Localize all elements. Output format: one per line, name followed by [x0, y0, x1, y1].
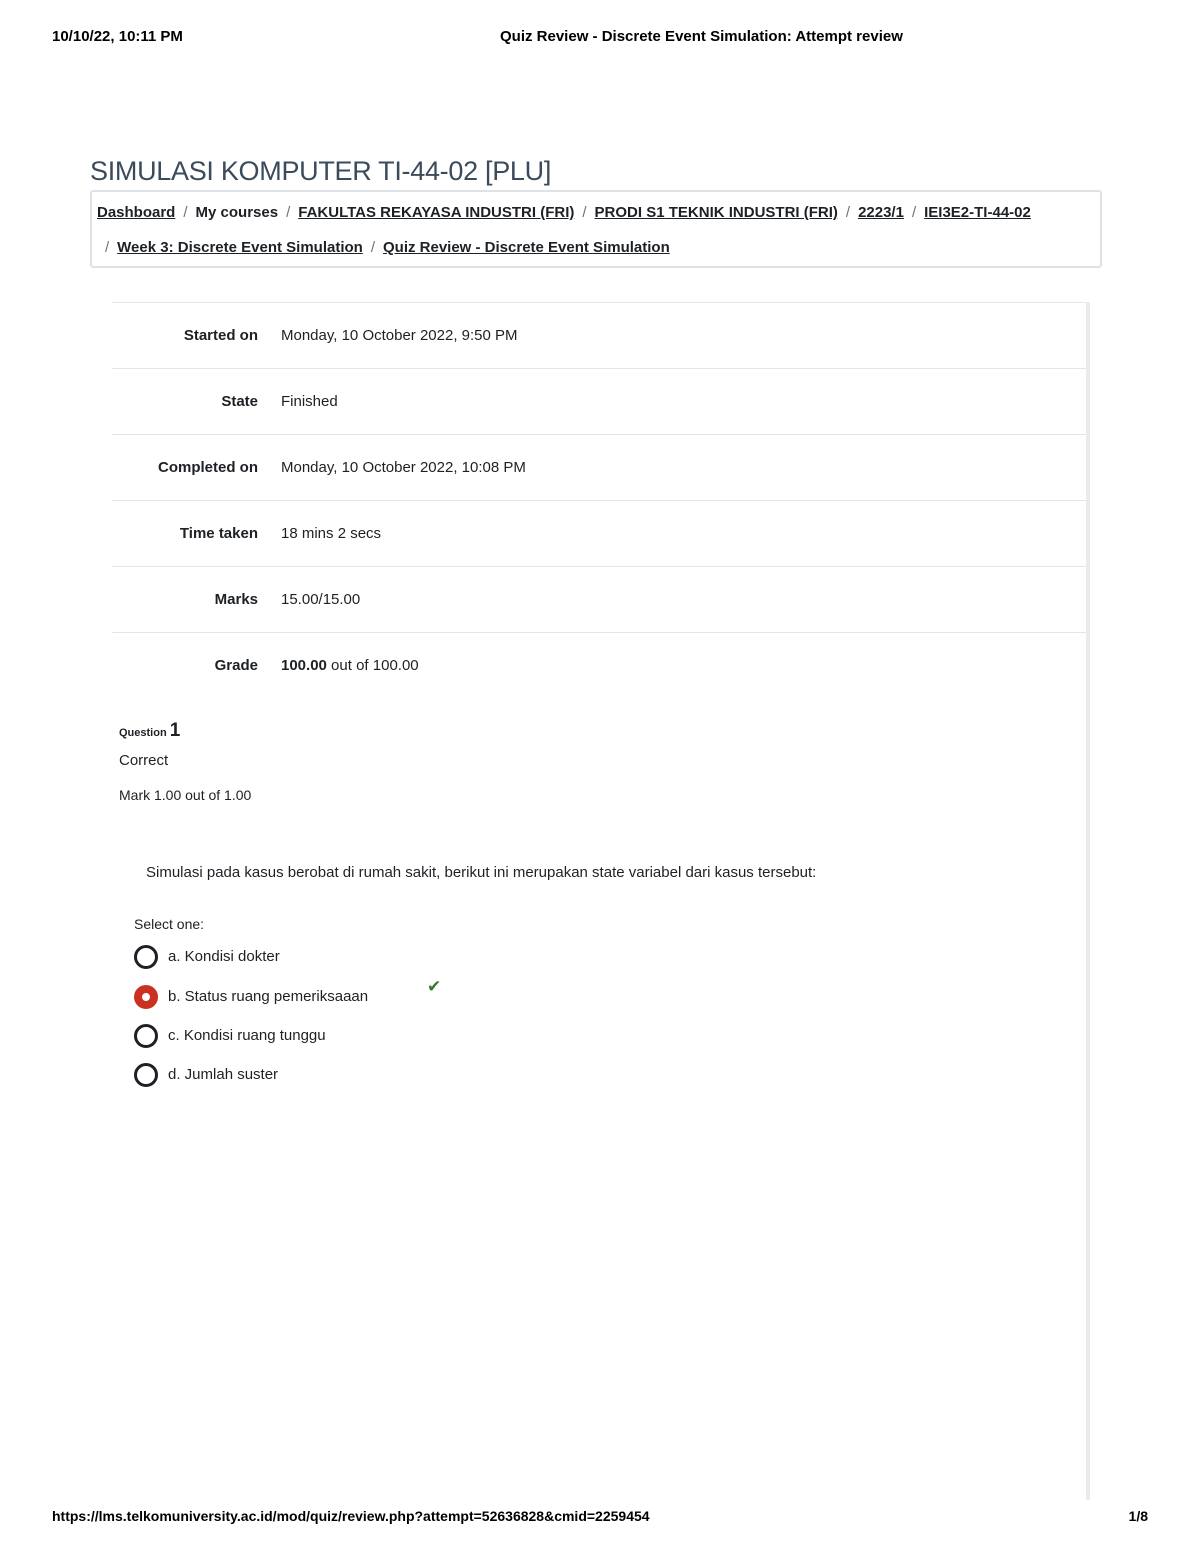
breadcrumb-separator: /	[911, 204, 917, 221]
breadcrumb-separator: /	[370, 239, 375, 256]
breadcrumb-separator: /	[105, 239, 110, 256]
breadcrumb-dashboard[interactable]: Dashboard	[97, 204, 176, 221]
page-title: SIMULASI KOMPUTER TI-44-02 [PLU]	[90, 156, 552, 186]
print-doc-title: Quiz Review - Discrete Event Simulation: Attempt review	[500, 28, 903, 45]
question-number-value: 1	[169, 720, 181, 741]
breadcrumb-separator: /	[845, 204, 851, 221]
summary-label: Started on	[183, 327, 258, 344]
print-url: https://lms.telkomuniversity.ac.id/mod/quiz/review.php?attempt=52636828&cmid=2259454	[52, 1508, 650, 1524]
breadcrumb-course[interactable]: IEI3E2-TI-44-02	[924, 204, 1031, 221]
breadcrumb-quiz[interactable]: Quiz Review - Discrete Event Simulation	[382, 239, 670, 256]
summary-value: Monday, 10 October 2022, 9:50 PM	[281, 327, 518, 344]
summary-label: Marks	[214, 591, 258, 608]
print-header	[52, 28, 1148, 48]
check-icon: ✔	[427, 977, 442, 996]
summary-label: Grade	[214, 657, 258, 674]
summary-row-marks	[112, 567, 1086, 633]
breadcrumb-term[interactable]: 2223/1	[858, 204, 904, 221]
summary-row-started	[112, 303, 1086, 369]
summary-value	[281, 657, 419, 674]
summary-value: 18 mins 2 secs	[281, 525, 382, 542]
radio-button-selected[interactable]	[134, 985, 158, 1009]
breadcrumb-faculty[interactable]: FAKULTAS REKAYASA INDUSTRI (FRI)	[298, 204, 575, 221]
summary-label: State	[221, 393, 258, 410]
question-label: Question	[119, 727, 167, 739]
answer-label: d. Jumlah suster	[168, 1066, 279, 1083]
question-text: Simulasi pada kasus berobat di rumah sakit, berikut ini merupakan state variabel dari kasus tersebut:	[146, 864, 817, 881]
breadcrumb-program[interactable]: PRODI S1 TEKNIK INDUSTRI (FRI)	[594, 204, 838, 221]
summary-label: Time taken	[179, 525, 258, 542]
summary-row-state	[112, 369, 1086, 435]
summary-value: Finished	[281, 393, 338, 410]
radio-button[interactable]	[134, 945, 158, 969]
breadcrumb-separator: /	[582, 204, 587, 221]
breadcrumb-week[interactable]: Week 3: Discrete Event Simulation	[117, 239, 363, 256]
breadcrumb-row	[97, 204, 1031, 226]
breadcrumb-separator: /	[183, 204, 188, 221]
question-number	[119, 720, 180, 742]
summary-row-time-taken	[112, 501, 1086, 567]
answer-label: b. Status ruang pemeriksaaan	[168, 988, 369, 1005]
attempt-summary-table	[112, 302, 1086, 698]
summary-value: Monday, 10 October 2022, 10:08 PM	[281, 459, 526, 476]
question-info	[119, 720, 252, 803]
breadcrumb	[90, 190, 1102, 268]
question-mark: Mark 1.00 out of 1.00	[119, 787, 252, 803]
summary-value: 15.00/15.00	[281, 591, 361, 608]
grade-value: 100.00	[281, 657, 327, 674]
summary-label: Completed on	[158, 459, 258, 476]
breadcrumb-my-courses: My courses	[195, 204, 279, 221]
print-footer	[52, 1508, 1148, 1528]
content-scroll-rule	[1086, 302, 1090, 1500]
answer-label: a. Kondisi dokter	[168, 948, 280, 965]
print-date: 10/10/22, 10:11 PM	[52, 28, 183, 45]
summary-row-completed	[112, 435, 1086, 501]
radio-button[interactable]	[134, 1024, 158, 1048]
breadcrumb-separator: /	[286, 204, 291, 221]
grade-out-of: out of 100.00	[326, 657, 419, 674]
radio-button[interactable]	[134, 1063, 158, 1087]
question-state: Correct	[119, 752, 169, 769]
summary-row-grade	[112, 633, 1086, 698]
select-one-prompt: Select one:	[134, 916, 205, 932]
answer-label: c. Kondisi ruang tunggu	[168, 1027, 326, 1044]
breadcrumb-row	[97, 239, 670, 261]
print-page-number: 1/8	[1128, 1508, 1148, 1524]
